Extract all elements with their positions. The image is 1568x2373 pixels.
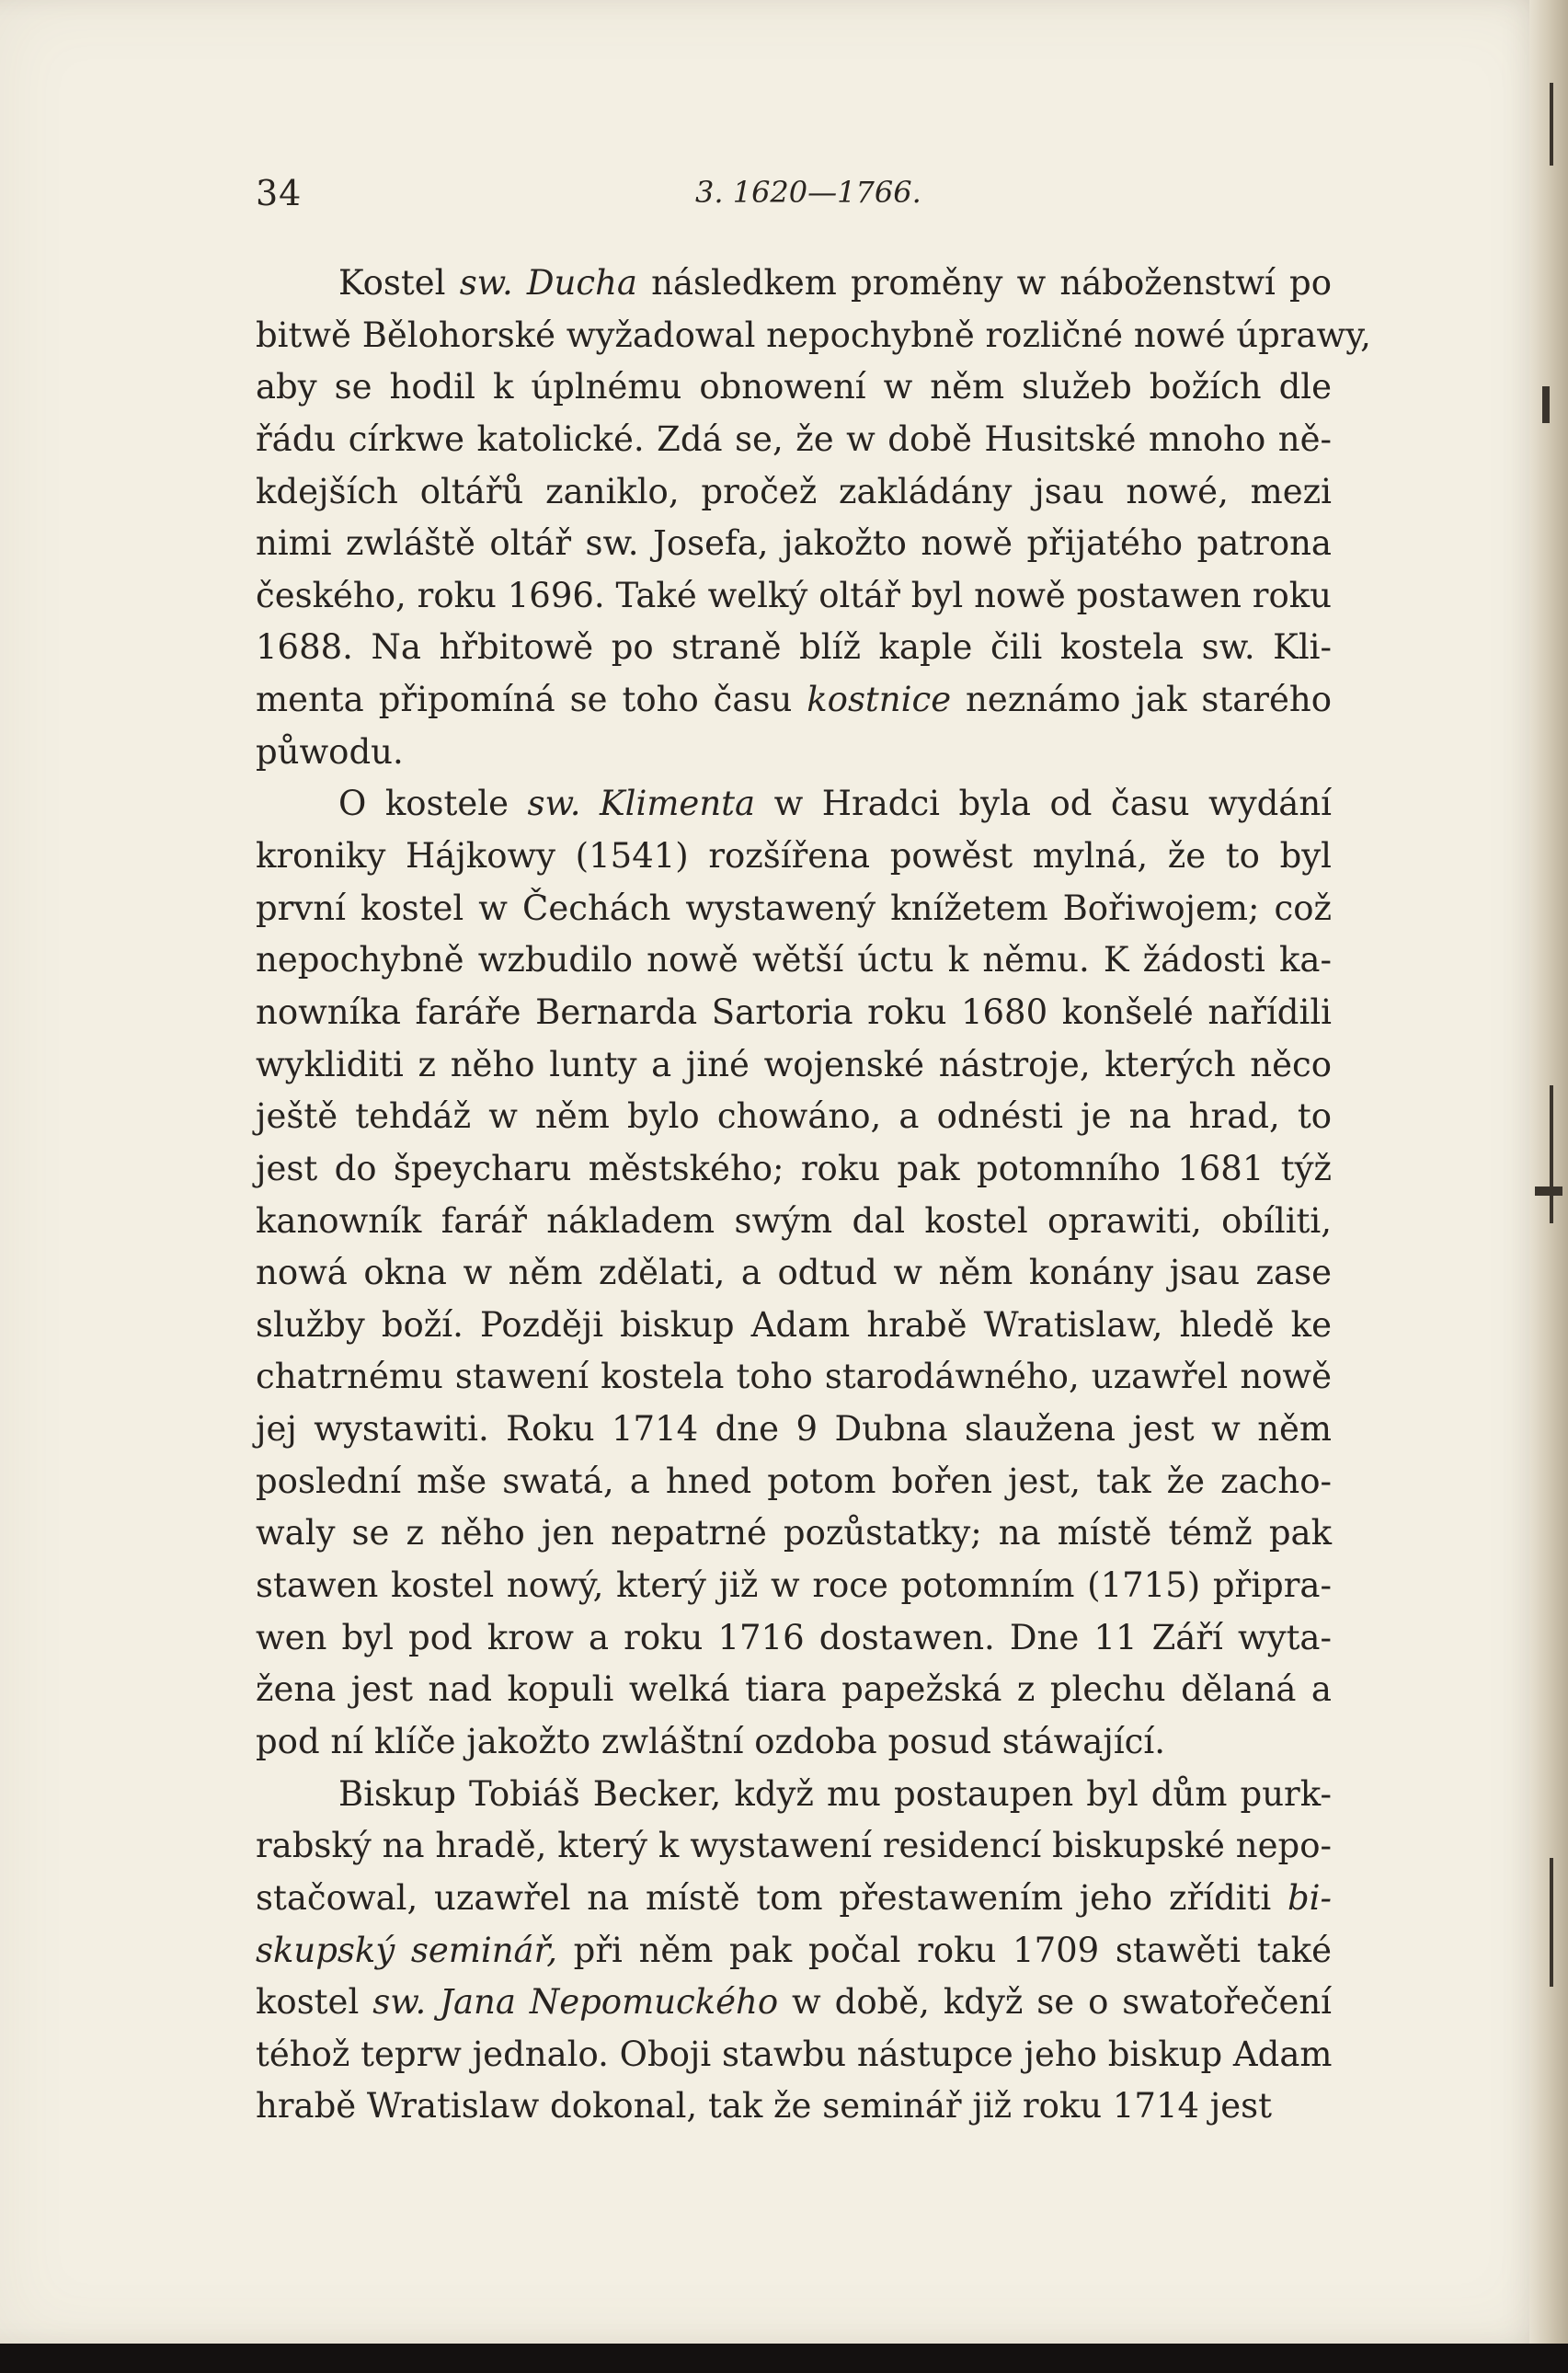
text-line — [256, 1039, 1332, 1092]
emphasized-text: bi- — [1287, 1877, 1332, 1918]
text-run: menta připomíná se toho času — [256, 680, 807, 720]
text-run: nowá okna w něm zdělati, a odtud w něm konány jsau zase — [256, 1253, 1332, 1293]
text-line — [256, 1977, 1332, 2029]
text-line — [256, 1351, 1332, 1404]
text-line — [256, 831, 1332, 883]
text-line — [256, 1925, 1332, 1978]
text-run: rabský na hradě, který k wystawení residencí biskupské nepo- — [256, 1826, 1332, 1866]
text-run: pod ní klíče jakožto zwláštní ozdoba posud stáwající. — [256, 1721, 1165, 1761]
text-run: wykliditi z něho lunty a jiné wojenské nástroje, kterých něco — [256, 1044, 1332, 1084]
text-line — [256, 1716, 1332, 1769]
emphasized-text: sw. Jana Nepomuckého — [372, 1982, 779, 2023]
text-run: poslední mše swatá, a hned potom bořen jest, tak že zacho- — [256, 1461, 1332, 1501]
text-run: 1688. Na hřbitowě po straně blíž kaple čili kostela sw. Kli- — [256, 627, 1332, 668]
text-run: aby se hodil k úplnému obnowení w něm služeb božích dle — [256, 367, 1332, 407]
text-line — [256, 1143, 1332, 1196]
text-run: w době, když se o swatořečení — [778, 1982, 1332, 2023]
text-run: nowníka faráře Bernarda Sartoria roku 1680 konšelé nařídili — [256, 992, 1332, 1032]
spine-mark — [1550, 83, 1553, 166]
page-header — [256, 173, 1332, 219]
text-run: Kostel — [338, 263, 460, 303]
text-line — [256, 1560, 1332, 1612]
text-line — [256, 1404, 1332, 1456]
book-spine — [1529, 0, 1568, 2344]
text-line — [256, 883, 1332, 935]
text-run: následkem proměny w náboženstwí po — [637, 263, 1332, 303]
text-run: kanowník farář nákladem swým dal kostel oprawiti, obíliti, — [256, 1200, 1332, 1241]
text-run: řádu církwe katolické. Zdá se, že w době Husitské mnoho ně- — [256, 418, 1332, 459]
text-line — [256, 1612, 1332, 1665]
text-line — [256, 310, 1371, 362]
text-run: jej wystawiti. Roku 1714 dne 9 Dubna slaužena jest w něm — [256, 1409, 1332, 1450]
text-run: českého, roku 1696. Také welký oltář byl nowě postawen roku — [256, 575, 1332, 615]
text-line — [256, 1873, 1332, 1925]
text-run: ještě tehdáž w něm bylo chowáno, a odnésti je na hrad, to — [256, 1096, 1332, 1137]
spine-mark — [1542, 386, 1550, 423]
page-number: 34 — [256, 173, 303, 213]
text-run: O kostele — [338, 784, 528, 824]
text-line — [256, 2081, 1332, 2133]
text-run: jest do špeycharu městského; roku pak potomního 1681 týž — [256, 1148, 1332, 1188]
text-run: hrabě Wratislaw dokonal, tak že seminář již roku 1714 jest — [256, 2086, 1273, 2127]
text-line — [256, 987, 1332, 1039]
text-line — [256, 1507, 1332, 1560]
text-run: první kostel w Čechách wystawený knížetem Bořiwojem; což — [256, 888, 1332, 928]
text-run: bitwě Bělohorské wyžadowal nepochybně rozličné nowé úprawy, — [256, 315, 1371, 355]
text-run: při něm pak počal roku 1709 stawěti také — [557, 1930, 1332, 1970]
text-line — [256, 622, 1332, 674]
text-line — [256, 361, 1332, 414]
text-line — [256, 466, 1332, 519]
text-line — [256, 1456, 1332, 1508]
text-line — [256, 1196, 1332, 1248]
text-run: téhož teprw jednalo. Oboji stawbu nástupce jeho biskup Adam — [256, 2034, 1333, 2074]
text-run: wen byl pod krow a roku 1716 dostawen. Dne 11 Září wyta- — [256, 1617, 1332, 1657]
running-head: 3. 1620—1766. — [695, 175, 921, 210]
text-run: stačowal, uzawřel na místě tom přestawením jeho zříditi — [256, 1877, 1288, 1918]
text-run: žena jest nad kopuli welká tiara papežská z plechu dělaná a — [256, 1669, 1332, 1710]
text-run: waly se z něho jen nepatrné pozůstatky; na místě témž pak — [256, 1513, 1332, 1553]
text-line — [256, 1769, 1332, 1821]
emphasized-text: kostnice — [807, 680, 952, 720]
body-text — [256, 258, 1371, 2133]
emphasized-text: sw. Klimenta — [527, 784, 756, 824]
text-line — [256, 1247, 1332, 1300]
text-run: kroniky Hájkowy (1541) rozšířena powěst mylná, že to byl — [256, 836, 1332, 877]
text-run: stawen kostel nowý, který již w roce potomním (1715) připra- — [256, 1565, 1332, 1606]
spine-mark — [1550, 1085, 1553, 1223]
text-line — [256, 570, 1332, 623]
text-line — [256, 1300, 1332, 1352]
text-run: služby boží. Později biskup Adam hrabě Wratislaw, hledě ke — [256, 1304, 1332, 1345]
emphasized-text: sw. Ducha — [459, 263, 637, 303]
text-run: kdejších oltářů zaniklo, pročež zakládány jsau nowé, mezi — [256, 471, 1332, 511]
text-line — [256, 674, 1332, 727]
text-run: kostel — [256, 1982, 373, 2023]
text-line — [256, 518, 1332, 570]
text-run: w Hradci byla od času wydání — [755, 784, 1333, 824]
emphasized-text: skupský seminář, — [256, 1930, 557, 1970]
text-line — [256, 2029, 1332, 2081]
text-run: nepochybně wzbudilo nowě wětší úctu k němu. K žádosti ka- — [256, 940, 1332, 980]
text-line — [256, 1091, 1332, 1143]
text-line — [256, 258, 1332, 310]
text-run: půwodu. — [256, 731, 404, 772]
text-run: Biskup Tobiáš Becker, když mu postaupen byl dům purk- — [338, 1773, 1332, 1814]
text-run: neznámo jak starého — [951, 680, 1332, 720]
scan-bottom-edge — [0, 2344, 1568, 2373]
text-run: chatrnému stawení kostela toho starodáwného, uzawřel nowě — [256, 1357, 1332, 1397]
text-line — [256, 1820, 1332, 1873]
text-run: nimi zwláště oltář sw. Josefa, jakožto nowě přijatého patrona — [256, 523, 1332, 564]
text-line — [256, 727, 1332, 779]
text-line — [256, 1664, 1332, 1716]
spine-mark — [1550, 1858, 1553, 1987]
text-line — [256, 414, 1332, 466]
spine-mark — [1535, 1186, 1562, 1196]
text-line — [256, 934, 1332, 987]
text-line — [256, 778, 1332, 831]
